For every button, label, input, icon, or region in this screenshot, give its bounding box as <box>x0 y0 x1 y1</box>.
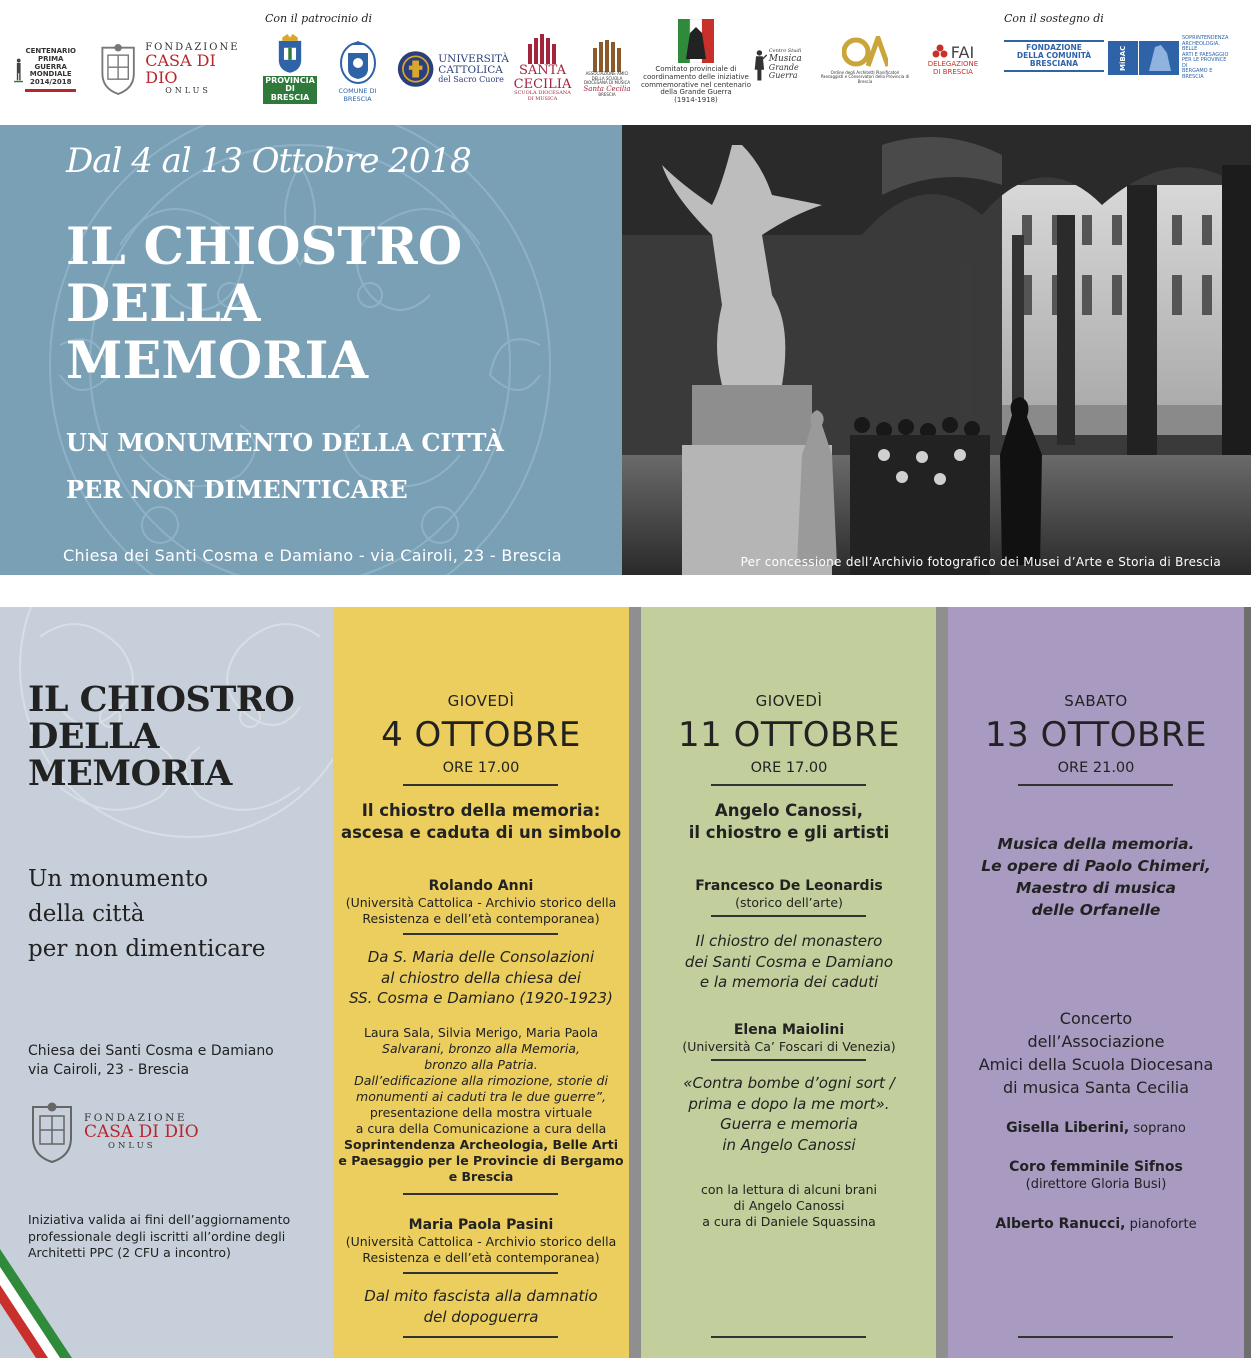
monument-flag-icon <box>678 19 714 63</box>
affiliation-line: (Università Ca’ Foscari di Venezia) <box>682 1039 896 1054</box>
speaker-affiliation <box>333 1234 629 1266</box>
exhibition-description <box>333 1025 629 1185</box>
talk-title-line: SS. Cosma e Damiano (1920-1923) <box>349 989 613 1007</box>
talk-title-line: Dal mito fascista alla damnatio <box>364 1287 598 1305</box>
provincia-crest-icon <box>271 34 309 74</box>
event-time: ORE 21.00 <box>1057 760 1135 776</box>
divider <box>711 1336 866 1338</box>
affiliation-line: Resistenza e dell’età contemporanea) <box>362 1250 600 1265</box>
program-section <box>0 575 1251 1358</box>
event-column-13-ottobre <box>948 607 1244 1358</box>
speaker-name: Maria Paola Pasini <box>408 1217 554 1233</box>
talk-title-line: Il chiostro del monastero <box>695 932 883 950</box>
event-title-line: Il chiostro della memoria: <box>361 801 601 820</box>
event-title-line: il chiostro e gli artisti <box>688 823 890 842</box>
fondazione-label: FONDAZIONE <box>145 41 240 53</box>
musica-grande-guerra-logo <box>752 34 810 96</box>
description-line: presentazione della mostra virtuale <box>369 1105 593 1120</box>
sopr-label: SOPRINTENDENZA <box>1182 35 1229 41</box>
santa-cecilia-label: CECILIA <box>513 76 572 92</box>
santa-cecilia-label: SCUOLA DIOCESANA <box>514 90 571 97</box>
title-banner <box>0 125 622 575</box>
comune-crest-icon <box>338 39 378 85</box>
event-column-11-ottobre <box>641 607 937 1358</box>
event-title-line: Musica della memoria. <box>997 835 1195 853</box>
historic-cloister-photo <box>622 125 1251 575</box>
fcb-label: FONDAZIONE <box>1026 42 1082 52</box>
event-date: 13 OTTOBRE <box>985 715 1207 755</box>
cattolica-label: CATTOLICA <box>438 63 503 76</box>
associazione-amici-logo <box>583 32 631 106</box>
talk-title-line: Da S. Maria delle Consolazioni <box>367 948 595 966</box>
oa-monogram-icon <box>842 36 888 68</box>
sopr-label: BERGAMO E BRESCIA <box>1182 68 1213 80</box>
left-fondazione-logo <box>24 1097 224 1167</box>
event-date: 4 OTTOBRE <box>381 715 581 755</box>
event-title-line: Angelo Canossi, <box>714 801 864 820</box>
support-caption: Con il sostegno di <box>1004 12 1104 25</box>
onlus-label: ONLUS <box>165 85 211 95</box>
speaker-affiliation <box>333 895 629 927</box>
mibac-label: MiBAC <box>1108 41 1138 75</box>
universita-cattolica-logo <box>397 44 509 94</box>
amici-label: ASSOCIAZIONE AMICI <box>585 71 629 77</box>
talk-title <box>333 1286 629 1327</box>
description-line: e Brescia <box>448 1169 514 1184</box>
affiliation-line: (Università Cattolica - Archivio storico della <box>345 895 617 910</box>
performer-role: (direttore Gloria Busi) <box>1025 1177 1167 1192</box>
comune-label: COMUNE DI BRESCIA <box>338 87 377 103</box>
description-line: Salvarani, bronzo alla Memoria, <box>382 1041 580 1056</box>
crest-icon <box>95 40 141 98</box>
description-line: Soprintendenza Archeologia, Belle Arti <box>344 1137 618 1152</box>
photo-edge-strip <box>1244 607 1251 1358</box>
cattolica-label: UNIVERSITÀ <box>438 52 509 65</box>
column-separator <box>936 607 948 1358</box>
mgg-label: Centro Studi <box>768 48 802 55</box>
speaker-name: Elena Maiolini <box>733 1022 845 1038</box>
mgg-label: Musica <box>768 53 802 64</box>
event-day: GIOVEDÌ <box>755 692 823 710</box>
photo-credit: Per concessione dell’Archivio fotografico dei Musei d’Arte e Storia di Brescia <box>740 555 1221 569</box>
crest-icon <box>24 1100 80 1164</box>
performer <box>948 1158 1244 1194</box>
comune-di-brescia-logo <box>325 38 390 104</box>
statue-icon <box>1139 41 1179 75</box>
amici-label: DELLA SCUOLA <box>591 75 623 81</box>
centenario-line: PRIMA GUERRA <box>34 54 67 71</box>
banner-title-line: IL CHIOSTRO <box>66 217 463 277</box>
divider <box>711 1059 866 1061</box>
left-subtitle-line: Un monumento <box>28 866 209 892</box>
description-line: a cura della Comunicazione a cura della <box>355 1121 607 1136</box>
speaker-name: Rolando Anni <box>428 878 534 894</box>
organ-pipes-icon <box>526 34 560 64</box>
fai-logo <box>918 40 988 80</box>
concert-line: Concerto <box>1059 1009 1133 1028</box>
patronage-caption: Con il patrocinio di <box>265 12 373 25</box>
reading-note <box>641 1182 937 1230</box>
banner-title <box>66 219 462 390</box>
description-line: monumenti ai caduti tra le due guerre”, <box>356 1089 606 1104</box>
santa-cecilia-label: DI MUSICA <box>527 95 558 102</box>
event-title-line: delle Orfanelle <box>1031 901 1161 919</box>
divider <box>403 1336 558 1338</box>
left-subtitle-line: della città <box>28 901 145 927</box>
soldier-icon <box>14 44 23 96</box>
event-title-line: Maestro di musica <box>1016 879 1176 897</box>
talk-title-line: prima e dopo la me mort». <box>688 1094 890 1113</box>
performer-name: Alberto Ranucci, <box>995 1216 1126 1232</box>
amici-label: Santa Cecilia <box>583 84 631 93</box>
cfu-note: Iniziativa valida ai fini dell’aggiornamento professionale degli iscritti all’ordine degli Architetti PPC (2 CFU a incontro) <box>28 1212 291 1260</box>
comitato-label: (1914-1918) <box>674 96 718 105</box>
left-title <box>28 681 294 792</box>
description-line: e Paesaggio per le Provincie di Bergamo <box>338 1153 624 1168</box>
left-title-line: MEMORIA <box>28 753 232 794</box>
talk-title-line: Guerra e memoria <box>720 1115 858 1133</box>
description-line: Laura Sala, Silvia Merigo, Maria Paola <box>363 1025 599 1040</box>
performer-role: soprano <box>1133 1121 1186 1136</box>
flag-stripe <box>25 89 76 92</box>
cattolica-label: del Sacro Cuore <box>438 74 504 84</box>
fondazione-comunita-bresciana-logo <box>1004 40 1104 72</box>
soprintendenza-image <box>1139 41 1179 75</box>
description-line: Dall’edificazione alla rimozione, storie di <box>354 1073 608 1088</box>
organ-pipes-icon <box>592 40 622 72</box>
centenario-line: MONDIALE <box>29 70 72 79</box>
casa-di-dio-label: CASA DI DIO <box>84 1122 199 1143</box>
reading-line: con la lettura di alcuni brani <box>701 1182 877 1197</box>
concert-line: dell’Associazione <box>1027 1032 1165 1051</box>
reading-line: a cura di Daniele Squassina <box>702 1214 876 1229</box>
affiliation-line: (storico dell’arte) <box>735 895 843 910</box>
fondazione-label: FONDAZIONE <box>84 1112 187 1125</box>
banner-subtitle <box>66 419 504 513</box>
sopr-label: PER LE PROVINCE DI <box>1182 57 1227 69</box>
centenario-line: CENTENARIO <box>25 47 76 56</box>
divider <box>403 784 558 786</box>
fcb-label: BRESCIANA <box>1029 59 1079 69</box>
concert-line: Amici della Scuola Diocesana <box>978 1055 1214 1074</box>
fai-label: DI BRESCIA <box>933 67 973 76</box>
event-time: ORE 17.00 <box>750 760 828 776</box>
provincia-label: PROVINCIA <box>265 75 315 85</box>
event-day: GIOVEDÌ <box>447 692 515 710</box>
banner-subtitle-line: PER NON DIMENTICARE <box>66 475 408 504</box>
left-title-line: IL CHIOSTRO <box>28 679 295 720</box>
divider <box>1018 1336 1173 1338</box>
cloister-photo-illustration <box>622 125 1251 575</box>
event-title-line: Le opere di Paolo Chimeri, <box>981 857 1211 875</box>
divider <box>711 784 866 786</box>
divider <box>711 915 866 917</box>
performer-name: Coro femminile Sifnos <box>1009 1159 1183 1175</box>
centenario-logo <box>14 40 76 100</box>
comitato-label: della Grande Guerra <box>660 88 732 97</box>
divider <box>403 1193 558 1195</box>
left-subtitle <box>28 862 266 967</box>
comitato-label: coordinamento delle iniziative <box>643 72 749 81</box>
talk-title-line: e la memoria dei caduti <box>699 973 879 991</box>
banner-venue: Chiesa dei Santi Cosma e Damiano - via Cairoli, 23 - Brescia <box>63 546 562 565</box>
left-title-line: DELLA <box>28 716 159 757</box>
description-line: bronzo alla Patria. <box>424 1057 538 1072</box>
affiliation-line: Resistenza e dell’età contemporanea) <box>362 911 600 926</box>
talk-title <box>641 1073 937 1155</box>
casa-di-dio-label: CASA DI DIO <box>145 51 216 88</box>
sponsor-logo-strip <box>0 0 1251 125</box>
talk-title <box>333 947 629 1009</box>
talk-title-line: del dopoguerra <box>423 1307 539 1326</box>
banner-title-line: DELLA <box>66 274 261 334</box>
centenario-line: 2014/2018 <box>29 78 72 87</box>
performer <box>948 1215 1244 1234</box>
speaker-name: Francesco De Leonardis <box>695 878 883 894</box>
left-subtitle-line: per non dimenticare <box>28 936 266 962</box>
talk-title-line: dei Santi Cosma e Damiano <box>684 952 894 971</box>
talk-title-line: in Angelo Canossi <box>722 1135 856 1154</box>
left-venue-line: Chiesa dei Santi Cosma e Damiano <box>28 1043 274 1059</box>
performer-role: pianoforte <box>1129 1217 1197 1232</box>
ordine-architetti-logo <box>820 34 910 86</box>
performer-name: Gisella Liberini, <box>1006 1120 1130 1136</box>
speaker-affiliation <box>641 895 937 911</box>
comitato-label: commemorative nel centenario <box>640 80 752 89</box>
fcb-label: DELLA COMUNITÀ <box>1016 50 1092 60</box>
fai-label: FAI <box>950 42 975 62</box>
fai-label: DELEGAZIONE <box>927 60 979 69</box>
event-date: 11 OTTOBRE <box>678 715 900 755</box>
concert-line: di musica Santa Cecilia <box>1002 1078 1190 1097</box>
comitato-label: Comitato provinciale di <box>655 65 737 74</box>
talk-title <box>641 931 937 993</box>
left-venue <box>28 1042 274 1080</box>
talk-title-line: «Contra bombe d’ogni sort / <box>683 1074 895 1092</box>
banner-subtitle-line: UN MONUMENTO DELLA CITTÀ <box>66 428 504 457</box>
event-time: ORE 17.00 <box>442 760 520 776</box>
comitato-provinciale-logo <box>640 14 752 110</box>
speaker-affiliation <box>641 1039 937 1055</box>
cattolica-seal-icon <box>397 47 434 91</box>
divider <box>403 1272 558 1274</box>
left-venue-line: via Cairoli, 23 - Brescia <box>28 1062 190 1078</box>
talk-title-line: al chiostro della chiesa dei <box>381 968 581 987</box>
affiliation-line: (Università Cattolica - Archivio storico della <box>345 1234 617 1249</box>
banner-date: Dal 4 al 13 Ottobre 2018 <box>66 141 471 181</box>
onlus-label: ONLUS <box>108 1140 156 1151</box>
mgg-label: Grande Guerra <box>768 62 799 81</box>
event-title <box>948 833 1244 921</box>
sopr-label: ARCHEOLOGIA, BELLE <box>1182 40 1220 52</box>
italian-flag-ribbon <box>0 1247 80 1358</box>
ordine-label: Ordine degli Architetti Pianificatori Paesaggisti e Conservatori della Provincia di Brescia <box>820 69 910 84</box>
mibac-soprintendenza-logo <box>1108 35 1233 80</box>
event-column-4-ottobre <box>333 607 629 1358</box>
amici-label: DIOCESANA DI MUSICA <box>583 80 631 86</box>
fondazione-casa-di-dio-logo <box>95 38 245 100</box>
santa-cecilia-logo <box>515 30 570 106</box>
provincia-di-brescia-logo <box>265 34 315 104</box>
banner-title-line: MEMORIA <box>66 331 369 391</box>
santa-cecilia-label: SANTA <box>518 63 567 79</box>
fai-flower-icon <box>932 44 948 60</box>
divider <box>1018 784 1173 786</box>
divider <box>403 933 558 935</box>
event-day: SABATO <box>1064 692 1128 710</box>
musician-figure-icon <box>752 42 767 88</box>
provincia-label: DI BRESCIA <box>270 84 310 103</box>
concert-description <box>948 1007 1244 1099</box>
amici-label: BRESCIA <box>598 92 616 98</box>
sopr-label: ARTI E PAESAGGIO <box>1182 51 1229 58</box>
event-title <box>333 800 629 844</box>
event-title <box>641 800 937 844</box>
performer <box>948 1119 1244 1138</box>
column-separator <box>629 607 641 1358</box>
program-left-panel <box>0 607 333 1358</box>
reading-line: di Angelo Canossi <box>733 1198 845 1213</box>
event-title-line: ascesa e caduta di un simbolo <box>340 823 622 842</box>
